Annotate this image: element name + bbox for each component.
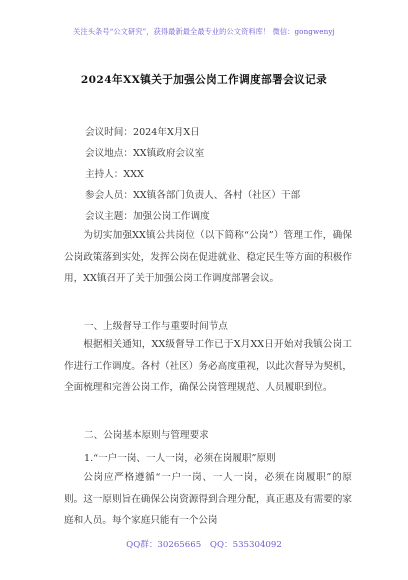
intro-paragraph: 为切实加强XX镇公共岗位（以下简称“公岗”）管理工作，确保公岗政策落到实处，发挥公岗在促进就业、稳定民生等方面的积极作用，XX镇召开了关于加强公岗工作调度部署会议。 — [64, 230, 352, 285]
meeting-attendees: 参会人员：XX镇各部门负责人、各村（社区）干部 — [85, 190, 301, 201]
meeting-host: 主持人：XXX — [85, 169, 144, 180]
section-2-subheading: 1.“一户一岗、一人一岗，必须在岗履职”原则 — [84, 453, 276, 464]
section-1-heading: 一、上级督导工作与重要时间节点 — [84, 321, 228, 332]
meeting-place: 会议地点：XX镇政府会议室 — [85, 148, 205, 159]
section-2-paragraph: 公岗应严格遵循“一户一岗、一人一岗，必须在岗履职”的原则。这一原则旨在确保公岗资源得到合理分配，真正惠及有需要的家庭和人员。每个家庭只能有一个公岗 — [64, 472, 352, 527]
meeting-topic: 会议主题：加强公岗工作调度 — [85, 211, 210, 222]
section-1-paragraph: 根据相关通知，XX级督导工作已于X月XX日开始对我镇公岗工作进行工作调度。各村（社区）务必高度重视，以此次督导为契机，全面梳理和完善公岗工作，确保公岗管理规范、人员履职到位。 — [64, 339, 352, 394]
meeting-time: 会议时间：2024年X月X日 — [85, 127, 200, 138]
footer-qq-group: QQ群：30265665 — [126, 540, 202, 550]
footer-contact — [0, 538, 408, 550]
section-2-heading: 二、公岗基本原则与管理要求 — [84, 430, 209, 441]
header-banner: 关注头条号“公文研究”，获得最新最全最专业的公文资料库！ 微信：gongwenyj — [73, 27, 335, 36]
document-title: 2024年XX镇关于加强公岗工作调度部署会议记录 — [80, 74, 328, 86]
footer-qq-number: QQ：535304092 — [209, 540, 282, 550]
